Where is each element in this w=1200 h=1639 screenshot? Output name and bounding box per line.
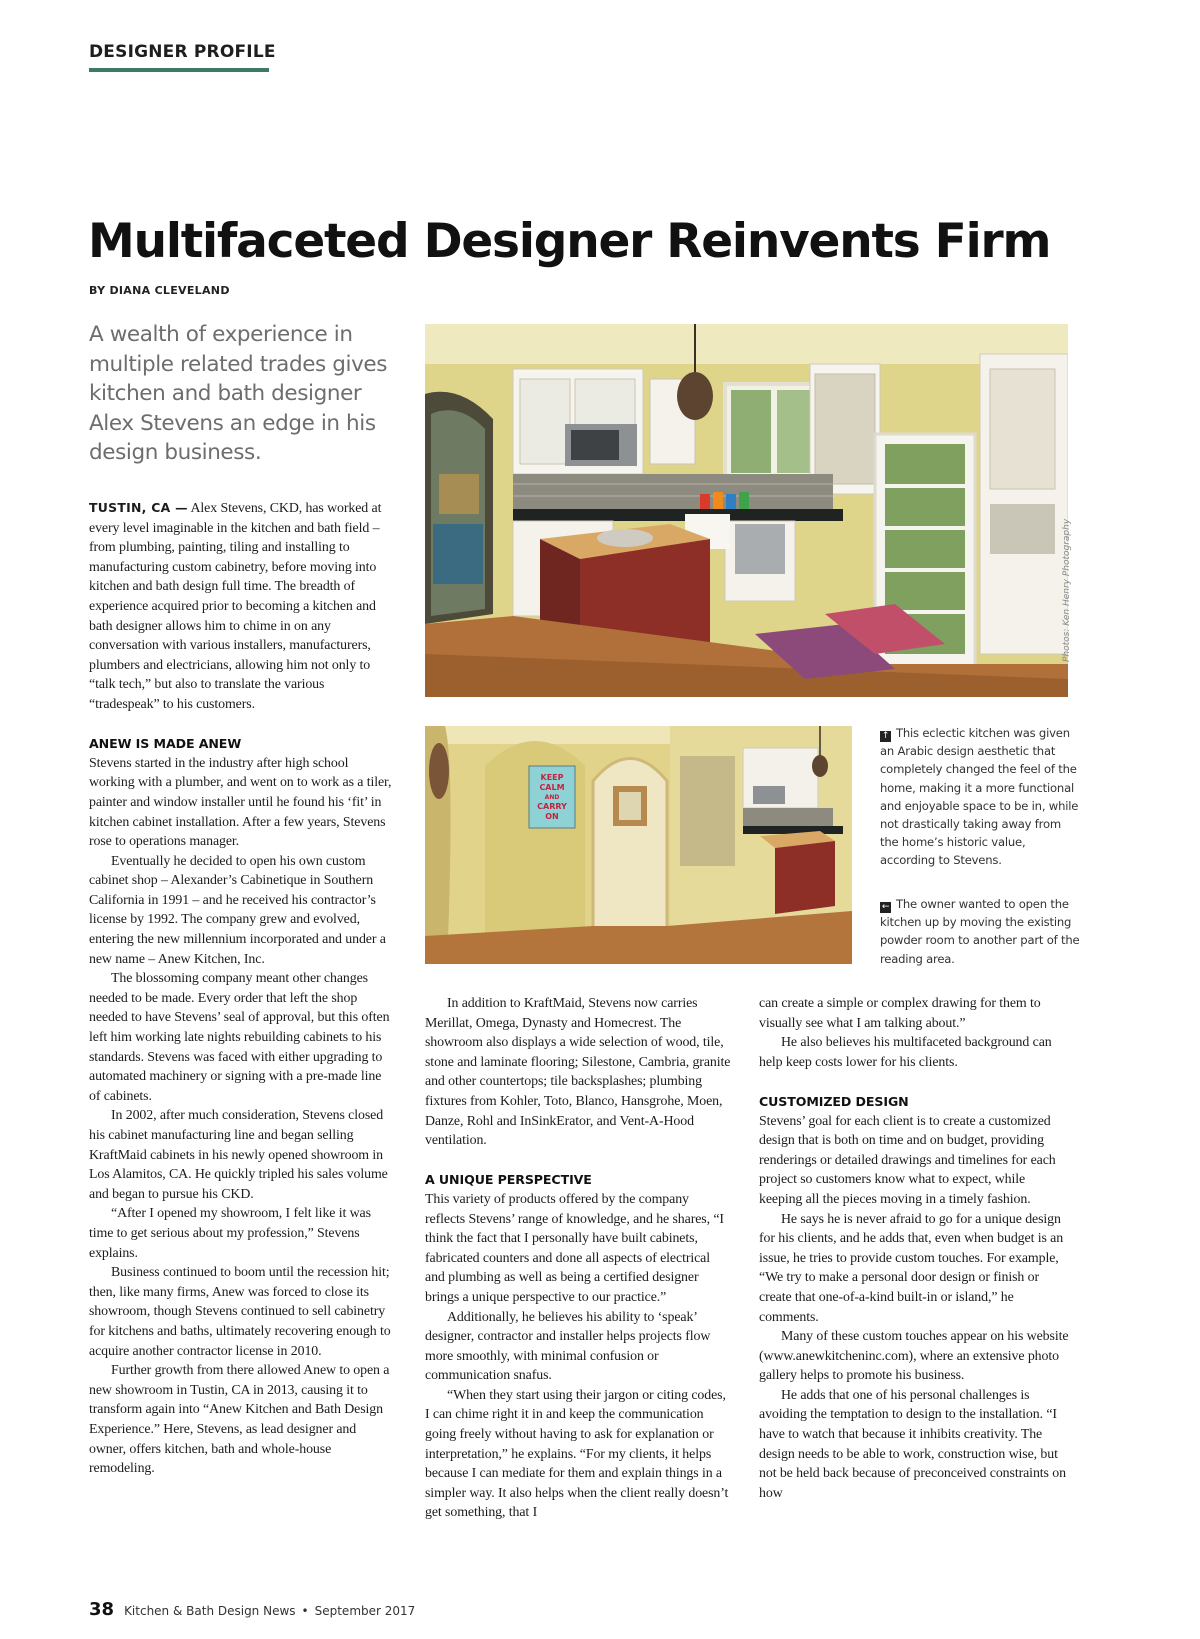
subhead-unique-perspective: A UNIQUE PERSPECTIVE: [425, 1172, 592, 1188]
footer-separator: •: [301, 1604, 309, 1618]
intro-paragraph: [89, 498, 395, 715]
sign-line-2: CALM: [539, 783, 565, 792]
paragraph: The blossoming company meant other changes needed to be made. Every order that left the shop needed to have Stevens’ seal of approval, but this often left him working late nights rebuilding cabinets to his standards. Stevens was faced with either upgrading to automated machinery or signing with a pre-made line of cabinets.: [89, 971, 390, 1104]
section-label: DESIGNER PROFILE: [89, 42, 276, 62]
intro-text: Alex Stevens, CKD, has worked at every level imaginable in the kitchen and bath field – from plumbing, painting, tiling and installing to manufacturing custom cabinetry, before moving into kitchen and bath design full time. The breadth of experience acquired prior to becoming a kitchen and bath designer allows him to chime in on any conversation with various installers, manufacturers, plumbers and electricians, allowing him not only to “talk tech,” but also to translate the various “tradespeak” to his customers.: [89, 501, 382, 712]
paragraph: He also believes his multifaceted background can help keep costs lower for his clients.: [759, 1035, 1052, 1070]
caption-second-photo: [880, 895, 1080, 968]
paragraph: He adds that one of his personal challenges is avoiding the temptation to design to the installation. “I have to watch that because it inhibits creativity. The design needs to be able to work, construction wise, but not be held back because of preconceived constraints on how: [759, 1387, 1066, 1501]
paragraph: can create a simple or complex drawing for them to visually see what I am talking about.”: [759, 996, 1041, 1031]
paragraph: Additionally, he believes his ability to ‘speak’ designer, contractor and installer helps projects flow more smoothly, with minimal confusion or communication snafus.: [425, 1309, 711, 1384]
byline: BY DIANA CLEVELAND: [89, 284, 230, 297]
paragraph: “After I opened my showroom, I felt like it was time to get serious about my profession,” Stevens explains.: [89, 1206, 371, 1261]
page-footer: [89, 1599, 415, 1620]
issue-date: September 2017: [314, 1604, 416, 1618]
subhead-customized-design: CUSTOMIZED DESIGN: [759, 1093, 909, 1109]
paragraph: Further growth from there allowed Anew to open a new showroom in Tustin, CA in 2013, causing it to transform again into “Anew Kitchen and Bath Design Experience.” Here, Stevens, as lead designer and owner, offers kitchen, bath and whole-house remodeling.: [89, 1363, 390, 1477]
body-column-1: [89, 498, 395, 1479]
paragraph: Many of these custom touches appear on his website (www.anewkitcheninc.com), where an extensive photo gallery helps to promote his business.: [759, 1329, 1069, 1384]
subhead-anew: ANEW IS MADE ANEW: [89, 736, 242, 752]
up-arrow-icon: ↑: [881, 731, 890, 741]
powder-room-photo: [425, 726, 852, 964]
paragraph: Stevens’ goal for each client is to create a customized design that is both on time and on budget, providing renderings or detailed drawings and timelines for each project so customers know what to expect, while keeping all the pieces moving in a timely fashion.: [759, 1113, 1056, 1207]
left-arrow-icon: ←: [881, 902, 890, 912]
caption-1-text: This eclectic kitchen was given an Arabic design aesthetic that completely changed the feel of the home, making it a more functional and enjoyable space to be in, while not drastically taking away from the home’s historic value, according to Stevens.: [880, 726, 1079, 868]
publication-name: Kitchen & Bath Design News: [124, 1604, 296, 1618]
page-number: 38: [89, 1599, 115, 1620]
paragraph: He says he is never afraid to go for a unique design for his clients, and he adds that, even when budget is an issue, he tries to provide custom touches. For example, “We try to make a personal door design or finish or create that one-of-a-kind built-in or island,” he comments.: [759, 1211, 1064, 1325]
caption-main-photo: [880, 724, 1080, 870]
sign-line-5: ON: [545, 812, 559, 821]
article-deck: A wealth of experience in multiple related trades gives kitchen and bath designer Alex Stevens an edge in his design business.: [89, 322, 388, 465]
section-rule: [89, 68, 269, 72]
paragraph: In 2002, after much consideration, Stevens closed his cabinet manufacturing line and began selling KraftMaid cabinets in his newly opened showroom in Los Alamitos, CA. He quickly tripled his sales volume and began to pursue his CKD.: [89, 1108, 388, 1202]
caption-2-text: The owner wanted to open the kitchen up by moving the existing powder room to another part of the reading area.: [880, 897, 1080, 966]
paragraph: Business continued to boom until the recession hit; then, like many firms, Anew was forced to close its showroom, though Stevens continued to sell cabinetry for kitchens and baths, ultimately recovering enough to acquire another contractor license in 2010.: [89, 1265, 391, 1359]
sign-line-3: AND: [544, 794, 560, 801]
body-column-2: [425, 994, 731, 1523]
sign-line-4: CARRY: [537, 802, 567, 811]
body-column-3: [759, 994, 1071, 1503]
sign-line-1: KEEP: [540, 773, 564, 782]
article-title: Multifaceted Designer Reinvents Firm: [88, 214, 1051, 269]
photo-credit: Photos: Ken Henry Photography: [1062, 518, 1072, 662]
paragraph: In addition to KraftMaid, Stevens now carries Merillat, Omega, Dynasty and Homecrest. The showroom also displays a wide selection of wood, tile, stone and laminate flooring; Silestone, Cambria, granite and other countertops; tile backsplashes; plumbing fixtures from Kohler, Toto, Blanco, Hansgrohe, Moen, Danze, Rohl and InSinkErator, and Vent-A-Hood ventilation.: [425, 996, 731, 1149]
paragraph: Eventually he decided to open his own custom cabinet shop – Alexander’s Cabinetique in Southern California in 1991 – and he received his contractor’s license by 1992. The company grew and evolved, entering the new millennium incorporated and under a new name – Anew Kitchen, Inc.: [89, 853, 386, 967]
paragraph: “When they start using their jargon or citing codes, I can chime right it in and keep the communication going freely without having to ask for explanation or interpretation,” he explains. “For my clients, it helps because I can mediate for them and explain things in a simpler way. It also helps when the client really doesn’t get something, that I: [425, 1387, 729, 1521]
main-kitchen-photo: [425, 324, 1068, 697]
paragraph: Stevens started in the industry after high school working with a plumber, and went on to work as a tiler, painter and window installer until he found his ‘fit’ in kitchen cabinet installation. After a few years, Stevens rose to operations manager.: [89, 755, 392, 850]
dateline: TUSTIN, CA —: [89, 500, 188, 515]
paragraph: This variety of products offered by the company reflects Stevens’ range of knowledge, and he shares, “I think the fact that I personally have built cabinets, fabricated counters and done all aspects of electrical and plumbing as well as being a certified designer brings a unique perspective to our practice.”: [425, 1191, 724, 1305]
